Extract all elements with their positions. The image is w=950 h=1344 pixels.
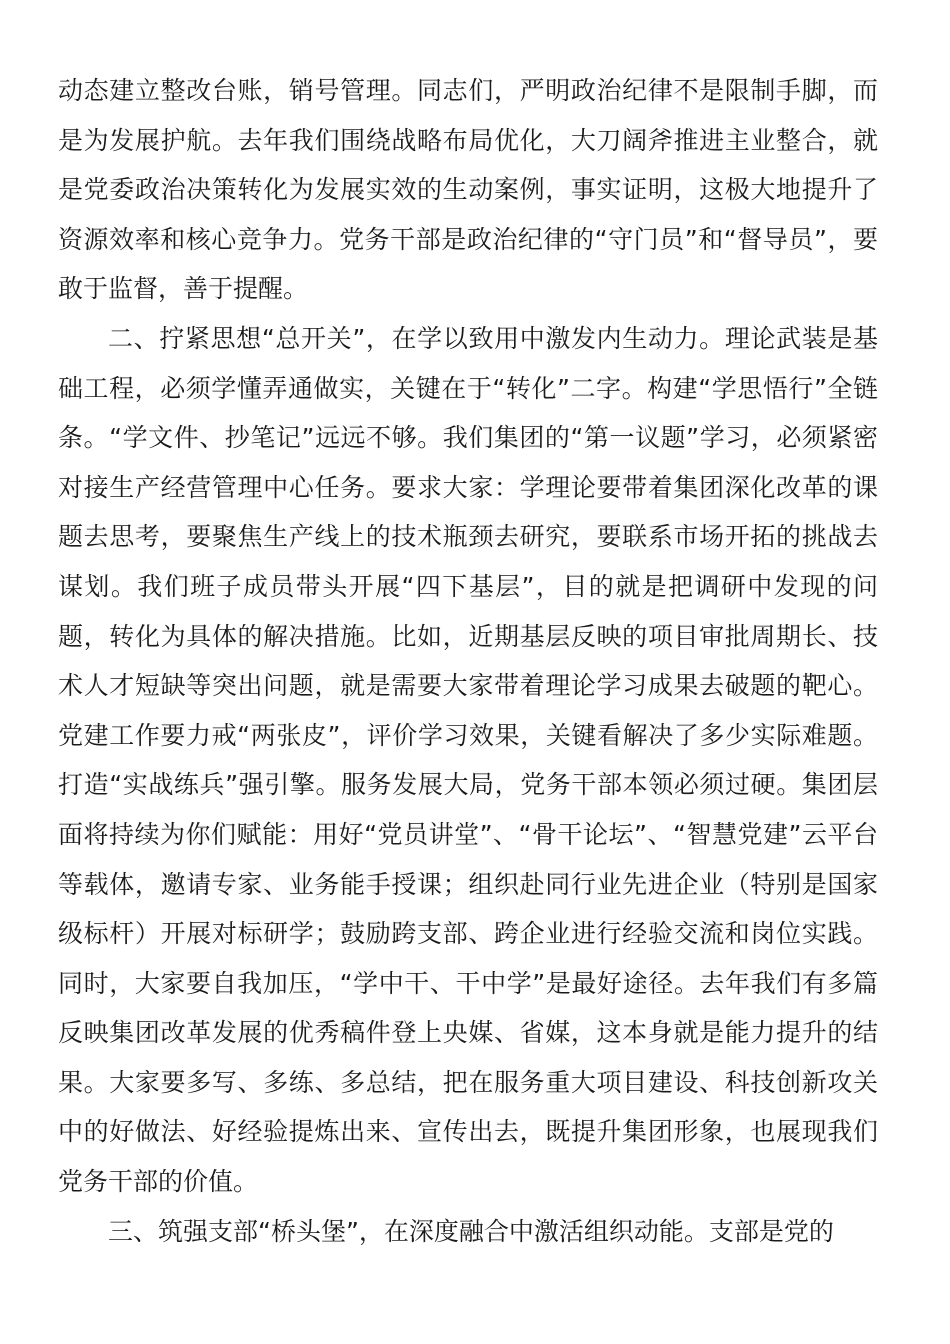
body-text: [58, 66, 878, 1256]
paragraph-section-three: 三、筑强支部“桥头堡”，在深度融合中激活组织动能。支部是党的: [108, 1216, 834, 1246]
paragraph-continuation: 动态建立整改台账，销号管理。同志们，严明政治纪律不是限制手脚，而是为发展护航。去年我们围绕战略布局优化，大刀阔斧推进主业整合，就是党委政治决策转化为发展实效的生动案例，事实证明，这极大地提升了资源效率和核心竞争力。党务干部是政治纪律的“守门员”和“督导员”，要敢于监督，善于提醒。: [58, 76, 878, 304]
paragraph-section-two: 二、拧紧思想“总开关”，在学以致用中激发内生动力。理论武装是基础工程，必须学懂弄通做实，关键在于“转化”二字。构建“学思悟行”全链条。“学文件、抄笔记”远远不够。我们集团的“第一议题”学习，必须紧密对接生产经营管理中心任务。要求大家：学理论要带着集团深化改革的课题去思考，要聚焦生产线上的技术瓶颈去研究，要联系市场开拓的挑战去谋划。我们班子成员带头开展“四下基层”，目的就是把调研中发现的问题，转化为具体的解决措施。比如，近期基层反映的项目审批周期长、技术人才短缺等突出问题，就是需要大家带着理论学习成果去破题的靶心。党建工作要力戒“两张皮”，评价学习效果，关键看解决了多少实际难题。打造“实战练兵”强引擎。服务发展大局，党务干部本领必须过硬。集团层面将持续为你们赋能：用好“党员讲堂”、“骨干论坛”、“智慧党建”云平台等载体，邀请专家、业务能手授课；组织赴同行业先进企业（特别是国家级标杆）开展对标研学；鼓励跨支部、跨企业进行经验交流和岗位实践。同时，大家要自我加压，“学中干、干中学”是最好途径。去年我们有多篇反映集团改革发展的优秀稿件登上央媒、省媒，这本身就是能力提升的结果。大家要多写、多练、多总结，把在服务重大项目建设、科技创新攻关中的好做法、好经验提炼出来、宣传出去，既提升集团形象，也展现我们党务干部的价值。: [58, 323, 878, 1197]
